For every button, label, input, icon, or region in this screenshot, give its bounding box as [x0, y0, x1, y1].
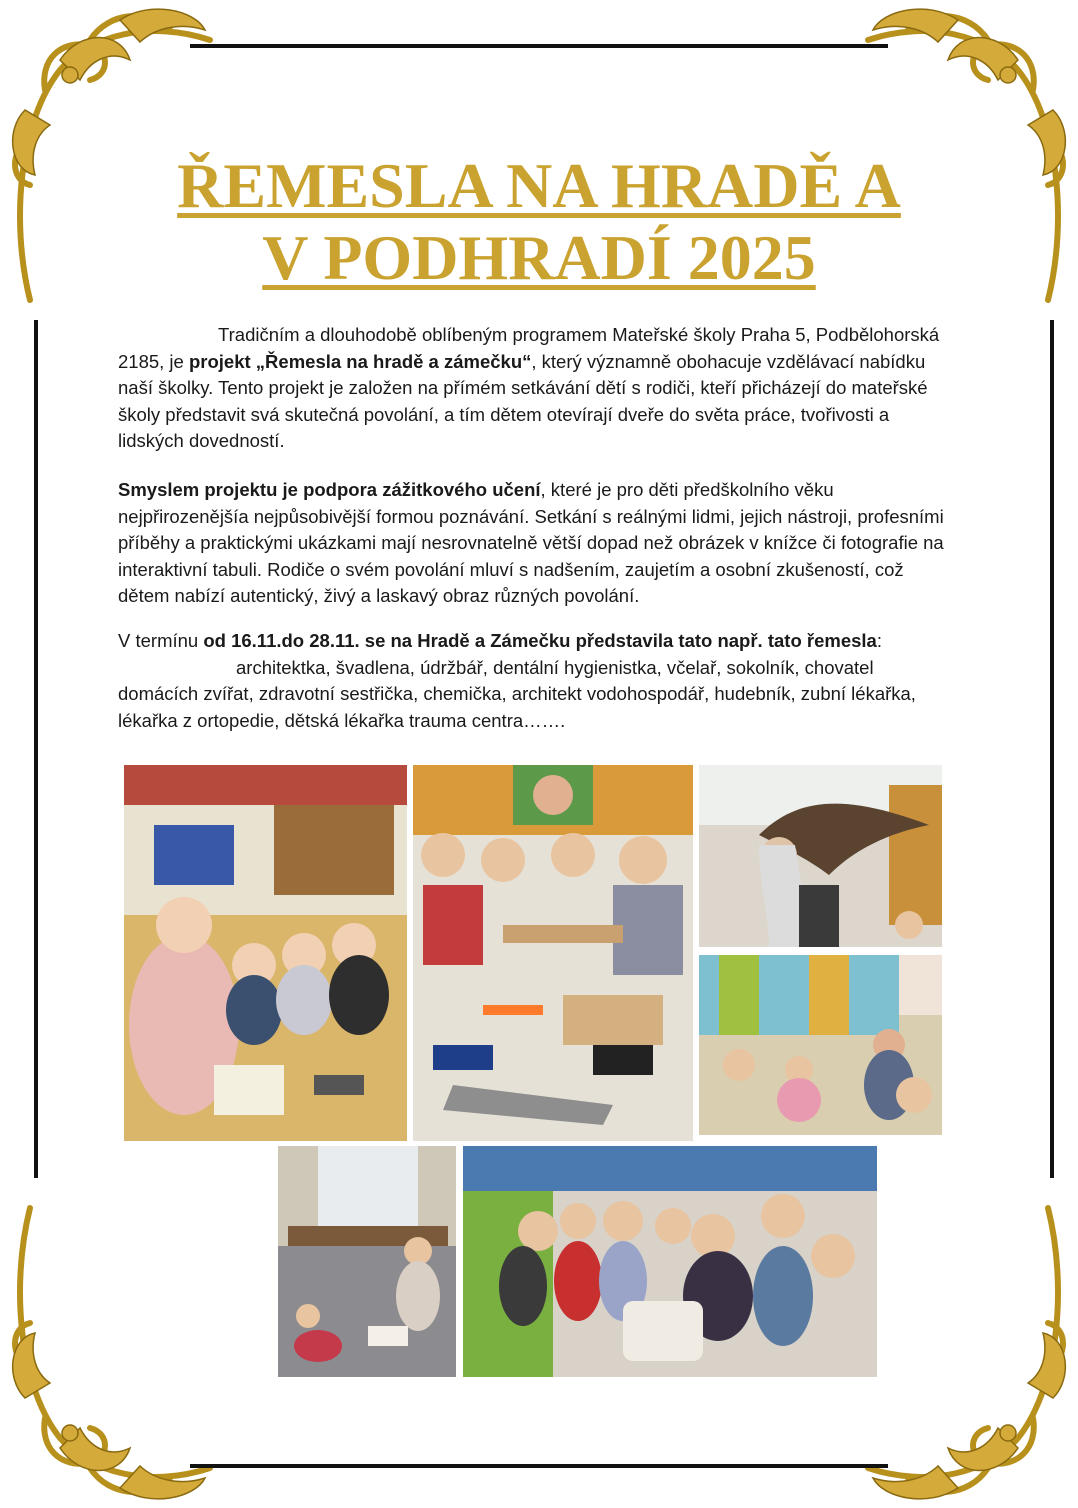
intro-text-a: Tradičním a dlouhodobě oblíbeným programem Mateřské školy Praha 5, Podbělohorská 2185, je: [118, 324, 940, 372]
page-title: [100, 150, 978, 294]
frame-line-left: [34, 320, 38, 1178]
frame-line-top: [190, 44, 888, 48]
photo-classroom-drawing: [278, 1146, 456, 1377]
crafts-text-bold: od 16.11.do 28.11. se na Hradě a Zámečku představila tato např. tato řemesla: [203, 630, 877, 651]
purpose-text-bold: Smyslem projektu je podpora zážitkového učení: [118, 479, 541, 500]
crafts-text-a: V termínu: [118, 630, 204, 651]
title-line-2: V PODHRADÍ 2025: [262, 222, 816, 293]
intro-text-bold: projekt „Řemesla na hradě a zámečku“: [188, 350, 532, 372]
photo-falconer: [699, 765, 942, 947]
intro-paragraph: [118, 322, 958, 455]
purpose-text-a: , které je pro děti předškolního věku nejpřirozenějšía nejpůsobivější formou poznávání. Setkání s reálnými lidmi, jejich nástroji, profesními příběhy a praktickými ukázkami mají nesrovnatelně větší dopad než obrázek v knížce či fotografie na interaktivní tabuli. Rodiče o svém povolání mluví s nadšením, zaujetím a osobní zkušeností, což dětem nabízí autentický, živý a laskavý obraz různých povolání.: [118, 479, 944, 606]
photo-carpenter-tools: [413, 765, 693, 1141]
intro-text-b: , který významně obohacuje vzdělávací nabídku naší školky. Tento projekt je založen na přímém setkávání dětí s rodiči, kteří přicházejí do mateřské školy představit svá skutečná povolání, a tím dětem otevírají dveře do světa práce, tvořivosti a lidských dovedností.: [118, 350, 928, 451]
purpose-paragraph: [118, 477, 958, 610]
corner-ornament-bottom-left: [0, 1188, 230, 1508]
crafts-list: architektka, švadlena, údržbář, dentální hygienistka, včelař, sokolník, chovatel domácích zvířat, zdravotní sestřička, chemička, architekt vodohospodář, hudebník, zubní lékařka, lékařka z ortopedie, dětská lékařka trauma centra…….: [118, 656, 916, 731]
frame-line-right: [1050, 320, 1054, 1178]
photo-musician: [699, 955, 942, 1135]
photo-dental-hygienist: [124, 765, 407, 1141]
crafts-text-b: :: [876, 630, 882, 651]
frame-line-bottom: [190, 1464, 888, 1468]
photo-seamstress: [463, 1146, 877, 1377]
title-line-1: ŘEMESLA NA HRADĚ A: [177, 150, 901, 221]
crafts-paragraph: [118, 628, 958, 734]
corner-ornament-bottom-right: [848, 1188, 1078, 1508]
